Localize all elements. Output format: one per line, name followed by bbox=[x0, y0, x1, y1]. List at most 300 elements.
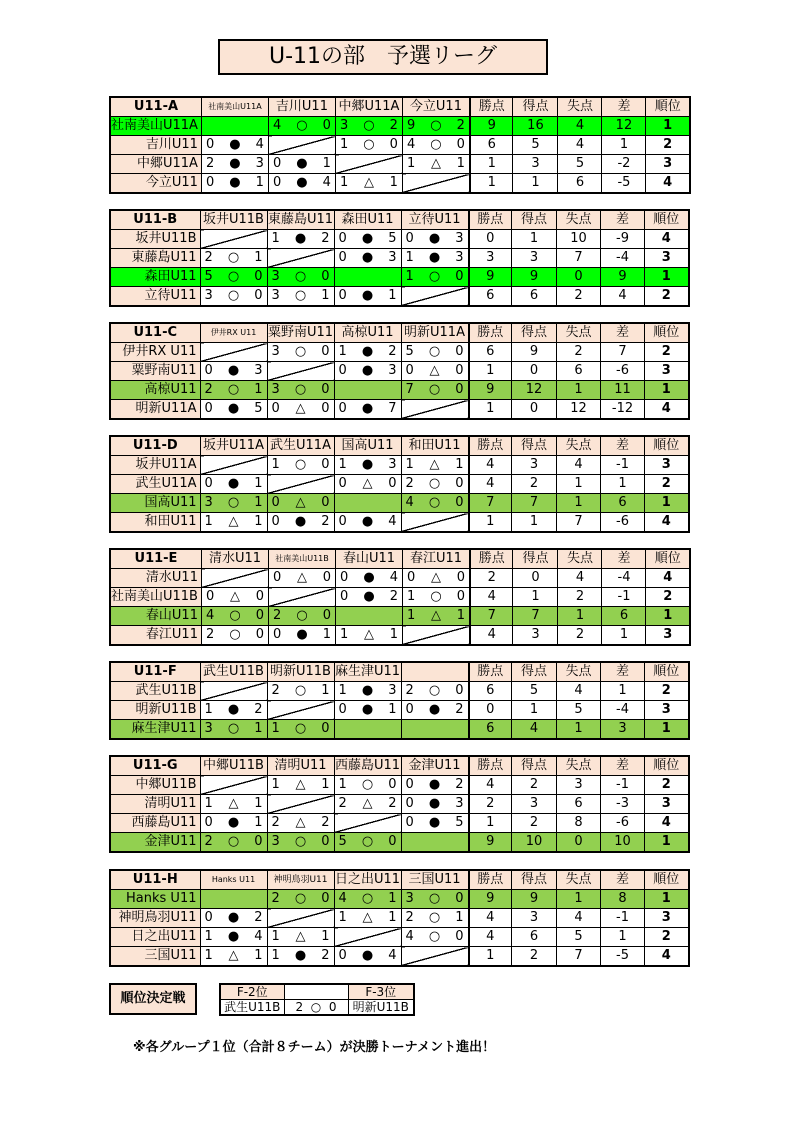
score: 1 bbox=[339, 137, 349, 152]
team-name: 武生U11B bbox=[110, 682, 200, 701]
match-result bbox=[200, 381, 267, 400]
score: 1 bbox=[255, 175, 264, 190]
result-mark: ● bbox=[361, 702, 374, 717]
score: 3 bbox=[271, 288, 280, 303]
points: 9 bbox=[469, 268, 512, 287]
team-name: 高椋U11 bbox=[110, 381, 200, 400]
match-result bbox=[402, 607, 470, 626]
stat-header: 失点 bbox=[557, 662, 601, 682]
rank: 2 bbox=[645, 928, 689, 947]
result-mark: △ bbox=[362, 476, 373, 491]
rank: 4 bbox=[645, 814, 689, 833]
result-mark: ● bbox=[361, 231, 374, 246]
score: 1 bbox=[254, 796, 263, 811]
score: 4 bbox=[405, 929, 414, 944]
stat-header: 順位 bbox=[646, 97, 690, 117]
goals-for: 2 bbox=[512, 776, 557, 795]
result-mark: ○ bbox=[296, 608, 308, 623]
result-mark: ● bbox=[296, 627, 308, 642]
goals-against: 1 bbox=[557, 890, 601, 909]
match-result bbox=[334, 456, 401, 475]
score: 2 bbox=[455, 777, 464, 792]
self-match-cell bbox=[200, 776, 267, 795]
match-result bbox=[201, 588, 268, 607]
score: 3 bbox=[255, 156, 264, 171]
opponent-header: 明新U11B bbox=[267, 662, 334, 682]
result-mark: △ bbox=[430, 608, 441, 623]
team-name: 清水U11 bbox=[110, 569, 201, 588]
match-result bbox=[267, 230, 334, 249]
result-mark: ● bbox=[294, 514, 307, 529]
score: 1 bbox=[271, 231, 280, 246]
points: 4 bbox=[469, 456, 512, 475]
match-result bbox=[200, 268, 267, 287]
match-result bbox=[401, 814, 469, 833]
score: 1 bbox=[321, 777, 330, 792]
result-mark: △ bbox=[228, 514, 239, 529]
opponent-header: 明新U11A bbox=[401, 323, 469, 343]
score: 1 bbox=[254, 514, 263, 529]
goal-difference: -4 bbox=[601, 249, 645, 268]
stat-header: 失点 bbox=[557, 436, 601, 456]
match-result bbox=[200, 720, 267, 740]
score: 0 bbox=[455, 382, 464, 397]
score: 2 bbox=[205, 156, 215, 171]
team-row bbox=[110, 814, 689, 833]
score: 2 bbox=[271, 683, 280, 698]
points: 1 bbox=[470, 174, 513, 194]
match-result bbox=[200, 249, 267, 268]
rank: 4 bbox=[645, 513, 689, 533]
result-mark: ○ bbox=[294, 269, 307, 284]
team-name: 粟野南U11 bbox=[110, 362, 200, 381]
team-name: 坂井U11A bbox=[110, 456, 200, 475]
score: 1 bbox=[321, 683, 330, 698]
match-result bbox=[402, 155, 470, 174]
match-result bbox=[200, 475, 267, 494]
stat-header: 得点 bbox=[512, 756, 557, 776]
stat-header: 勝点 bbox=[469, 662, 512, 682]
match-result bbox=[268, 626, 335, 646]
score: 3 bbox=[388, 363, 397, 378]
goals-for: 1 bbox=[513, 588, 558, 607]
team-row bbox=[110, 381, 689, 400]
team-name: 坂井U11B bbox=[110, 230, 200, 249]
score: 1 bbox=[321, 929, 330, 944]
score: 3 bbox=[271, 269, 280, 284]
group-name: U11-G bbox=[110, 756, 200, 776]
score: 1 bbox=[271, 721, 280, 736]
stat-header: 差 bbox=[601, 756, 645, 776]
match-result bbox=[200, 287, 267, 307]
team-row bbox=[110, 909, 689, 928]
score: 0 bbox=[271, 401, 280, 416]
self-match-cell bbox=[401, 287, 469, 307]
goal-difference: -6 bbox=[601, 513, 645, 533]
rank: 4 bbox=[645, 947, 689, 967]
score: 4 bbox=[406, 137, 416, 152]
result-mark: △ bbox=[295, 929, 306, 944]
points: 1 bbox=[469, 400, 512, 420]
result-mark: ○ bbox=[294, 891, 307, 906]
group-name: U11-E bbox=[110, 549, 201, 569]
score: 0 bbox=[338, 231, 347, 246]
opponent-header: 中郷U11A bbox=[335, 97, 402, 117]
points: 9 bbox=[469, 833, 512, 853]
score: 0 bbox=[255, 608, 264, 623]
opponent-header: 坂井U11A bbox=[200, 436, 267, 456]
result-mark: ● bbox=[227, 815, 240, 830]
match-result bbox=[401, 343, 469, 362]
match-result bbox=[267, 890, 334, 909]
match-result bbox=[268, 155, 335, 174]
result-mark: ○ bbox=[294, 382, 307, 397]
stat-header: 得点 bbox=[512, 210, 557, 230]
goals-for: 7 bbox=[513, 607, 558, 626]
points: 4 bbox=[469, 909, 512, 928]
opponent-header: 武生U11A bbox=[267, 436, 334, 456]
points: 6 bbox=[470, 136, 513, 155]
score: 0 bbox=[321, 495, 330, 510]
score: 1 bbox=[254, 495, 263, 510]
opponent-header: 日之出U11 bbox=[334, 870, 401, 890]
team-name: 吉川U11 bbox=[110, 136, 201, 155]
stat-header: 順位 bbox=[645, 662, 689, 682]
points: 1 bbox=[469, 513, 512, 533]
score: 0 bbox=[272, 175, 282, 190]
score: 2 bbox=[405, 683, 414, 698]
rank: 1 bbox=[645, 494, 689, 513]
score: 1 bbox=[406, 608, 416, 623]
result-mark: ○ bbox=[227, 382, 240, 397]
team-name: 麻生津U11 bbox=[110, 720, 200, 740]
score: 0 bbox=[338, 476, 347, 491]
stat-header: 勝点 bbox=[469, 323, 512, 343]
goals-against: 6 bbox=[557, 795, 601, 814]
self-match-cell bbox=[334, 268, 401, 287]
team-row bbox=[110, 701, 689, 720]
score: 5 bbox=[254, 401, 263, 416]
score: 1 bbox=[405, 269, 414, 284]
team-row bbox=[110, 588, 690, 607]
goals-for: 4 bbox=[512, 720, 557, 740]
team-row bbox=[110, 475, 689, 494]
score: 0 bbox=[321, 834, 330, 849]
rank: 3 bbox=[645, 701, 689, 720]
team-row bbox=[110, 136, 690, 155]
opponent-header: 清水U11 bbox=[201, 549, 268, 569]
match-result bbox=[334, 362, 401, 381]
result-mark: △ bbox=[295, 777, 306, 792]
score: 1 bbox=[254, 250, 263, 265]
score: 1 bbox=[254, 815, 263, 830]
result-mark: △ bbox=[430, 570, 441, 585]
match-result bbox=[200, 362, 267, 381]
opponent-header: 和田U11 bbox=[401, 436, 469, 456]
stat-header: 得点 bbox=[512, 323, 557, 343]
result-mark: ○ bbox=[227, 288, 240, 303]
match-result bbox=[200, 909, 267, 928]
opponent-header: 立待U11 bbox=[401, 210, 469, 230]
goals-for: 6 bbox=[512, 928, 557, 947]
opponent-header: 社南美山U11A bbox=[201, 97, 268, 117]
self-match-cell bbox=[401, 513, 469, 533]
opponent-header: 高椋U11 bbox=[334, 323, 401, 343]
goals-for: 16 bbox=[513, 117, 558, 136]
rank: 3 bbox=[646, 626, 690, 646]
score: 1 bbox=[321, 288, 330, 303]
score: 0 bbox=[455, 683, 464, 698]
result-mark: ○ bbox=[361, 834, 374, 849]
rank: 2 bbox=[645, 475, 689, 494]
goals-against: 5 bbox=[557, 701, 601, 720]
match-result bbox=[401, 249, 469, 268]
rank: 1 bbox=[645, 890, 689, 909]
score: 7 bbox=[405, 382, 414, 397]
rank: 1 bbox=[645, 720, 689, 740]
self-match-cell bbox=[200, 682, 267, 701]
group-table bbox=[109, 209, 690, 307]
goal-difference: -1 bbox=[601, 909, 645, 928]
match-result bbox=[401, 720, 469, 740]
result-mark: ○ bbox=[294, 457, 307, 472]
points: 1 bbox=[469, 947, 512, 967]
self-match-cell bbox=[200, 890, 267, 909]
goals-against: 8 bbox=[557, 814, 601, 833]
goals-for: 9 bbox=[512, 343, 557, 362]
match-result bbox=[267, 833, 334, 853]
goals-against: 4 bbox=[558, 136, 602, 155]
score: 0 bbox=[272, 570, 282, 585]
score: 4 bbox=[255, 137, 264, 152]
playoff-right-team: 明新U11B bbox=[348, 1000, 414, 1016]
team-name: 立待U11 bbox=[110, 287, 200, 307]
score: 0 bbox=[271, 514, 280, 529]
match-result bbox=[402, 117, 470, 136]
opponent-header: 神明鳥羽U11 bbox=[267, 870, 334, 890]
score: 0 bbox=[205, 175, 215, 190]
score: 1 bbox=[388, 288, 397, 303]
result-mark: △ bbox=[295, 815, 306, 830]
self-match-cell bbox=[201, 569, 268, 588]
goals-for: 1 bbox=[512, 513, 557, 533]
opponent-header: 国高U11 bbox=[334, 436, 401, 456]
score: 2 bbox=[389, 118, 398, 133]
goal-difference: 1 bbox=[602, 626, 646, 646]
score: 0 bbox=[455, 476, 464, 491]
self-match-cell bbox=[334, 720, 401, 740]
match-result bbox=[334, 230, 401, 249]
stat-header: 順位 bbox=[646, 549, 690, 569]
result-mark: ○ bbox=[227, 495, 240, 510]
goal-difference: 7 bbox=[601, 343, 645, 362]
points: 6 bbox=[469, 287, 512, 307]
playoff-right-header: F-3位 bbox=[348, 984, 414, 1000]
stat-header: 順位 bbox=[645, 436, 689, 456]
rank: 3 bbox=[645, 795, 689, 814]
score: 3 bbox=[388, 683, 397, 698]
team-name: 明新U11A bbox=[110, 400, 200, 420]
score: 2 bbox=[271, 815, 280, 830]
score: 0 bbox=[388, 476, 397, 491]
match-result bbox=[334, 400, 401, 420]
score: 1 bbox=[204, 796, 213, 811]
points: 2 bbox=[470, 569, 513, 588]
match-result bbox=[334, 682, 401, 701]
score: 3 bbox=[405, 891, 414, 906]
goals-against: 1 bbox=[557, 494, 601, 513]
stat-header: 失点 bbox=[557, 870, 601, 890]
stat-header: 差 bbox=[602, 97, 646, 117]
result-mark: ○ bbox=[428, 382, 441, 397]
rank: 4 bbox=[645, 230, 689, 249]
self-match-cell bbox=[200, 230, 267, 249]
points: 0 bbox=[469, 230, 512, 249]
result-mark: ○ bbox=[428, 891, 441, 906]
match-result bbox=[401, 381, 469, 400]
score: 1 bbox=[405, 250, 414, 265]
self-match-cell bbox=[401, 947, 469, 967]
match-result bbox=[201, 607, 268, 626]
opponent-header: 金津U11 bbox=[401, 756, 469, 776]
rank: 3 bbox=[645, 362, 689, 381]
goal-difference: 1 bbox=[601, 682, 645, 701]
opponent-header: 坂井U11B bbox=[200, 210, 267, 230]
self-match-cell bbox=[334, 814, 401, 833]
score: 0 bbox=[254, 269, 263, 284]
score: 0 bbox=[338, 702, 347, 717]
goals-against: 1 bbox=[557, 381, 601, 400]
points: 9 bbox=[470, 117, 513, 136]
match-result bbox=[334, 249, 401, 268]
score: 2 bbox=[272, 608, 282, 623]
match-result bbox=[200, 947, 267, 967]
score: 4 bbox=[405, 495, 414, 510]
result-mark: ○ bbox=[294, 683, 307, 698]
match-result bbox=[267, 682, 334, 701]
match-result bbox=[334, 795, 401, 814]
stat-header: 失点 bbox=[558, 549, 602, 569]
team-name: 春江U11 bbox=[110, 626, 201, 646]
score: 0 bbox=[321, 344, 330, 359]
opponent-header: 東藤島U11 bbox=[267, 210, 334, 230]
opponent-header: 西藤島U11 bbox=[334, 756, 401, 776]
team-row bbox=[110, 626, 690, 646]
stat-header: 差 bbox=[601, 210, 645, 230]
self-match-cell bbox=[201, 117, 268, 136]
team-row bbox=[110, 494, 689, 513]
match-result bbox=[267, 381, 334, 400]
score: 2 bbox=[204, 834, 213, 849]
result-mark: ● bbox=[428, 231, 441, 246]
result-mark: ● bbox=[363, 589, 375, 604]
score: 3 bbox=[271, 834, 280, 849]
result-mark: ● bbox=[296, 175, 308, 190]
score: 1 bbox=[204, 948, 213, 963]
score: 0 bbox=[338, 288, 347, 303]
score: 0 bbox=[272, 627, 282, 642]
group-table bbox=[109, 548, 691, 646]
team-name: 和田U11 bbox=[110, 513, 200, 533]
team-name: 三国U11 bbox=[110, 947, 200, 967]
opponent-header: 麻生津U11 bbox=[334, 662, 401, 682]
team-name: 社南美山U11B bbox=[110, 588, 201, 607]
result-mark: ● bbox=[428, 815, 441, 830]
score: 0 bbox=[388, 834, 397, 849]
result-mark: ● bbox=[227, 910, 240, 925]
goals-against: 7 bbox=[557, 249, 601, 268]
result-mark: ○ bbox=[294, 721, 307, 736]
team-row bbox=[110, 155, 690, 174]
score: 2 bbox=[455, 702, 464, 717]
match-result bbox=[335, 136, 402, 155]
stat-header: 差 bbox=[601, 436, 645, 456]
score: 0 bbox=[405, 796, 414, 811]
team-name: 社南美山U11A bbox=[110, 117, 201, 136]
result-mark: △ bbox=[295, 401, 306, 416]
score: 0 bbox=[271, 495, 280, 510]
match-result bbox=[402, 136, 470, 155]
rank: 2 bbox=[645, 343, 689, 362]
score: 1 bbox=[271, 777, 280, 792]
result-mark: ○ bbox=[363, 137, 375, 152]
score: 1 bbox=[455, 457, 464, 472]
score: 0 bbox=[338, 363, 347, 378]
rank: 2 bbox=[645, 287, 689, 307]
points: 1 bbox=[470, 155, 513, 174]
goals-against: 2 bbox=[558, 588, 602, 607]
score: 3 bbox=[388, 457, 397, 472]
goal-difference: 1 bbox=[601, 475, 645, 494]
team-row bbox=[110, 174, 690, 194]
result-mark: ○ bbox=[294, 288, 307, 303]
team-row bbox=[110, 343, 689, 362]
self-match-cell bbox=[267, 701, 334, 720]
score: 4 bbox=[388, 948, 397, 963]
points: 1 bbox=[469, 362, 512, 381]
result-mark: ○ bbox=[361, 891, 374, 906]
stat-header: 得点 bbox=[512, 662, 557, 682]
goals-for: 7 bbox=[512, 494, 557, 513]
self-match-cell bbox=[402, 174, 470, 194]
self-match-cell bbox=[401, 400, 469, 420]
score: 5 bbox=[405, 344, 414, 359]
goals-against: 6 bbox=[558, 174, 602, 194]
team-row bbox=[110, 947, 689, 967]
score: 0 bbox=[405, 777, 414, 792]
goals-against: 5 bbox=[558, 155, 602, 174]
score: 5 bbox=[388, 231, 397, 246]
score: 1 bbox=[204, 929, 213, 944]
team-name: 国高U11 bbox=[110, 494, 200, 513]
rank: 1 bbox=[645, 833, 689, 853]
result-mark: ● bbox=[363, 570, 375, 585]
points: 9 bbox=[469, 381, 512, 400]
match-result bbox=[200, 795, 267, 814]
group-table bbox=[109, 661, 690, 740]
score: 3 bbox=[254, 363, 263, 378]
group-name: U11-C bbox=[110, 323, 200, 343]
score: 3 bbox=[455, 796, 464, 811]
match-result bbox=[267, 720, 334, 740]
match-result bbox=[267, 814, 334, 833]
rank: 1 bbox=[646, 607, 690, 626]
goal-difference: 12 bbox=[602, 117, 646, 136]
goal-difference: -12 bbox=[601, 400, 645, 420]
group-name: U11-A bbox=[110, 97, 201, 117]
rank: 4 bbox=[646, 569, 690, 588]
self-match-cell bbox=[334, 928, 401, 947]
